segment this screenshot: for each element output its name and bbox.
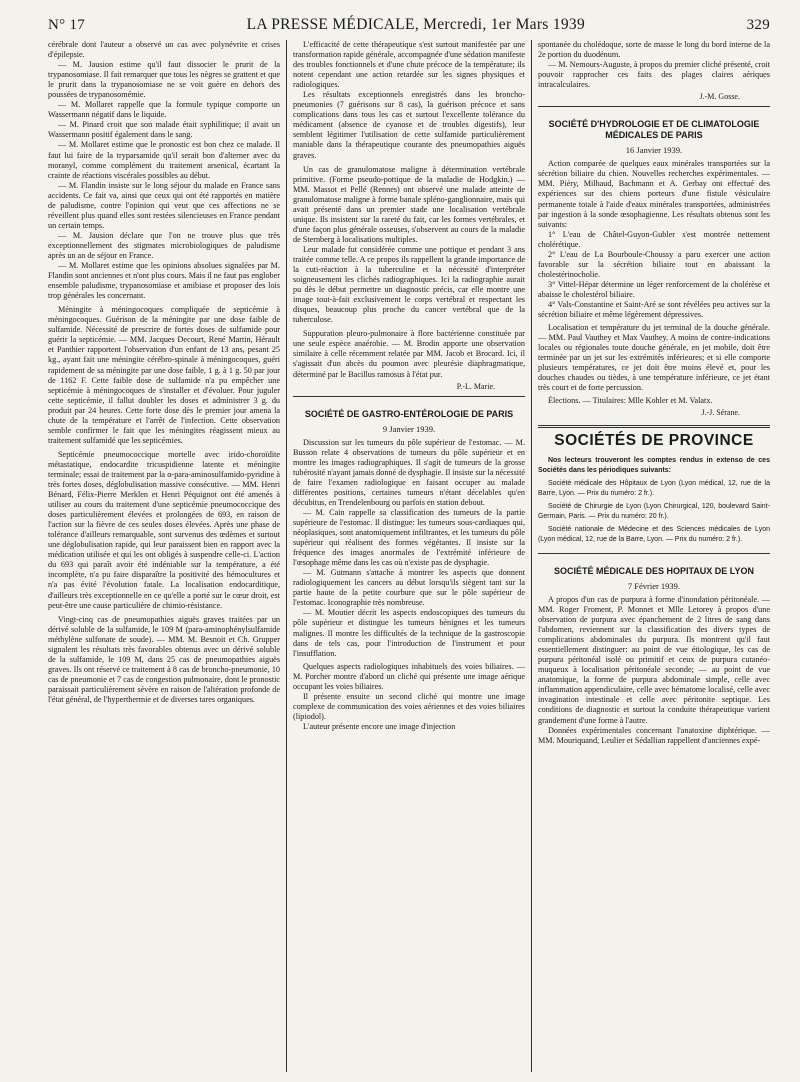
- author-signature: J.-J. Sérane.: [701, 408, 740, 418]
- column-rule: [286, 40, 287, 1072]
- paragraph: — M. Moutier décrit les aspects endoscopiques des tumeurs du pôle supérieur et distingue les tumeurs bénignes et les tumeurs malignes. Il montre les difficultés de la technique de la gastroscopie dans de tels cas, pour l'introduction de l'instrument et pour l'insufflation.: [292, 608, 525, 658]
- paragraph: Vingt-cinq cas de pneumopathies aiguës graves traitées par un dérivé soluble de la sulfamide, le 109 M (para-aminophénylsulfamide méthylène sulfonate de soude). — MM. M. Besnoit et Ch. Grupper signalent les résultats très favorables obtenus avec un dérivé soluble de la sulfamide, le 109 M, dans 25 cas de pneumopathies aiguës graves. Ils ont réservé ce traitement à 8 cas de broncho-pneumonie, 10 cas de pneumonie et 7 cas de congestion pulmonaire, dont le pronostic paraissait particulièrement sévère en raison de l'altération profonde de l'état général, de l'hyperthermie et de diverses tares organiques.: [48, 614, 281, 704]
- session-date: 16 Janvier 1939.: [625, 145, 683, 156]
- paragraph: Action comparée de quelques eaux minérales transportées sur la sécrétion biliaire du chien. Nouvelles recherches expérimentales. — MM. Piéry, Milhaud, Bachmann et A. Gerbay ont effectué des expériences sur des chiens porteurs d'une fistule vésiculaire permanente totale à l'aide d'eaux minérales transportées, administrées par ingestion à la sonde œsophagienne. Les résultats obtenus sont les suivants:: [537, 159, 770, 229]
- paragraph: L'auteur présente encore une image d'injection: [302, 721, 456, 731]
- paragraph: — M. Jausion estime qu'il faut dissocier le prurit de la trypanosomiase. Il fait remarquer que tous les nègres se grattent et que le prurit dans la trypanosomiase ne se voit guère en dehors des poussées de trypanosomémie.: [48, 60, 281, 100]
- note: Société de Chirurgie de Lyon (Lyon Chirurgical, 120, boulevard Saint-Germain, Paris. — Prix du numéro: 20 fr.).: [537, 502, 770, 520]
- paragraph: 2° L'eau de La Bourboule-Choussy a paru exercer une action favorable sur la sécrétion biliaire tout en abaissant la cholestérinocholie.: [537, 249, 770, 279]
- paragraph: L'efficacité de cette thérapeutique s'est surtout manifestée par une transformation rapide générale, accompagnée d'une sédation manifeste des troubles fonctionnels et d'une chute précoce de la température; ils notent cependant une action retardée sur les signes physiques et radiologiques.: [292, 40, 525, 90]
- note: Nos lecteurs trouveront les comptes rendus in extenso de ces Sociétés dans les périodiques suivants:: [537, 456, 770, 474]
- province-heading: SOCIÉTÉS DE PROVINCE: [554, 431, 754, 449]
- column-2: [293, 40, 525, 1072]
- society-heading: SOCIÉTÉ D'HYDROLOGIE ET DE CLIMATOLOGIE MÉDICALES DE PARIS: [548, 119, 760, 141]
- section-divider: [538, 553, 770, 554]
- note: Société médicale des Hôpitaux de Lyon (Lyon médical, 12, rue de la Barre, Lyon. — Prix du numéro: 2 fr.).: [537, 479, 770, 497]
- masthead: LA PRESSE MÉDICALE, Mercredi, 1er Mars 1939: [246, 16, 586, 33]
- section-divider: [293, 396, 525, 397]
- paragraph: — M. Mollaret estime que le pronostic est bon chez ce malade. Il faut lui faire de la tryparsamide qu'il serait bon d'alterner avec du moranyl, comme complément du traitement arsenical, écartant la crainte de réactions viscérales possibles au début.: [48, 140, 281, 180]
- paragraph: cérébrale dont l'auteur a observé un cas avec polynévrite et crises d'épilepsie.: [48, 40, 281, 60]
- paragraph: — M. Flandin insiste sur le long séjour du malade en France sans accidents. Ce fait va, ainsi que ceux qui ont été rapportés en matière de paludisme, contre l'opinion qui veut que ces affections ne se réveillent plus quand elles sont restées silencieuses en France pendant un certain temps.: [48, 180, 281, 230]
- paragraph: Il présente ensuite un second cliché qui montre une image complexe de communication des voies aériennes et des voies biliaires (lipiodol).: [292, 691, 525, 721]
- section-divider: [538, 425, 770, 428]
- paragraph: — M. Mollaret estime que les opinions absolues signalées par M. Flandin sont anciennes et n'ont plus cours. Mais il ne faut pas englober ensemble paludisme, trypanosomiase et amibiase et proposer des lois trop générales les concernant.: [48, 261, 281, 301]
- author-signature: P.-L. Marie.: [456, 381, 495, 391]
- issue-number: N° 17: [48, 17, 86, 33]
- paragraph: 1° L'eau de Châtel-Guyon-Gubler s'est montrée nettement cholérétique.: [537, 229, 770, 249]
- paragraph: Élections. — Titulaires: Mlle Kohler et M. Valatx.: [547, 396, 713, 406]
- paragraph: — M. Nemours-Auguste, à propos du premier cliché présenté, croit pouvoir rapprocher ces faits des plages claires aériques intracalculaires.: [537, 60, 770, 90]
- column-3: [538, 40, 770, 1072]
- paragraph: 3° Vittel-Hépar détermine un léger renforcement de la cholérèse et abaisse le cholestérol biliaire.: [537, 279, 770, 299]
- paragraph: Quelques aspects radiologiques inhabituels des voies biliaires. — M. Porcher montre d'abord un cliché qui présente une image aérique occupant les voies biliaires.: [292, 661, 525, 691]
- paragraph: Méningite à méningocoques compliquée de septicémie à méningocoques. Guérison de la méningite par une dose faible de sulfamide. Nécessité de prescrire de fortes doses de sulfamide pour guérir la septicémie. — MM. Jacques Decourt, René Martin, Hérault et Panthier rapportent l'observation d'un enfant de 13 ans, pesant 25 kg., ayant fait une méningite cérébro-spinale à méningocoques, guéri rapidement de sa méningite par une dose faible, 1 g. à 1 g. 50 par jour de 1162 F. Cette faible dose de sulfamide n'a pu empêcher une septicémie à méningocoques de s'installer et d'évoluer. Pour juguler cette septicémie, il fallut doubler les doses et administrer 3 g. du produit par 24 heures. Cette forte dose dès le premier jour amena la chute de la température et l'arrêt de l'infection. Cette observation semble confirmer le fait que les méningites réagissent mieux au traitement sulfamidé que les septicémies.: [48, 305, 281, 445]
- paragraph: Leur malade fut considérée comme une pottique et pendant 3 ans traitée comme telle. A ce propos ils rappellent la grande importance de la cuti-réaction à la tuberculine et la nécessité d'interpréter soigneusement les clichés radiographiques. Ici la radiographie aurait pu dès le début permettre un diagnostic précis, car elle montre une image tout-à-fait exclusivement le corps vertébral et respectant les disques, beaucoup plus proche du cancer vertébral que de la tuberculose.: [292, 244, 525, 325]
- column-rule: [531, 40, 532, 1072]
- paragraph: — M. Pinard croit que son malade était syphilitique; il avait un Wassermann positif également dans le sang.: [48, 120, 281, 140]
- paragraph: — M. Cain rappelle sa classification des tumeurs de la partie supérieure de l'estomac. Il distingue: les tumeurs sous-cardiaques qui, néoplasiques, sont anatomiquement infiltrantes, et les tumeurs du pôle supérieur qui réalisent des formes végétantes. Il insiste sur la fréquence des images anormales de l'extrémité inférieure de l'œsophage même dans les cas où n'existe pas de dysphagie.: [292, 507, 525, 568]
- paragraph: Un cas de granulomatose maligne à détermination vertébrale primitive. (Forme pseudo-pottique de la maladie de Hodgkin.) — MM. Massot et Pellé (Rennes) ont observé une malade atteinte de granulomatose maligne à forme banale spléno-ganglionnaire, mais qui avait présenté dans un premier stade une localisation vertébrale unique. Ils insistent sur la rareté du fait, car les formes vertébrales, et d'une façon plus générale osseuses, s'observent au cours de la maladie de Sternberg à localisations multiples.: [292, 164, 525, 244]
- paragraph: A propos d'un cas de purpura à forme d'inondation péritonéale. — MM. Roger Froment, P. Monnet et Mlle Letorey à propos d'une observation de purpura avec épanchement de 2 litres de sang dans l'abdomen, reviennent sur la classification des divers types de complications abdominales du purpura. Ils montrent qu'il faut essentiellement distinguer: au point de vue étiologique, les cas de purpura péritonéal isolé ou primitif et ceux de purpura cutanéo-muqueux à localisation péritonéale seconde; — au point de vue anatomique, la forme de purpura abdominale simple, celle avec inflammation appendiculaire, celle avec hématome localisé, celle avec invagination intestinale et celle avec péritonite septique. Les conditions de diagnostic et surtout la conduite thérapeutique varient grandement d'une forme à l'autre.: [537, 594, 770, 725]
- paragraph: — M. Gutmann s'attache à montrer les aspects que donnent radiologiquement les cancers au début lorsqu'ils siègent tant sur la partie haute de la petite courbure que sur le pôle supérieur de l'estomac. Iconographie très nombreuse.: [292, 568, 525, 608]
- society-heading: SOCIÉTÉ MÉDICALE DES HOPITAUX DE LYON: [553, 565, 754, 576]
- paragraph: Données expérimentales concernant l'anatoxine diphtérique. — MM. Mouriquand, Leulier et Sédallian rappellent d'anciennes expé-: [537, 725, 770, 745]
- paragraph: — M. Jausion déclare que l'on ne trouve plus que très exceptionnellement des stigmates microbiologiques de paludisme après un an de séjour en France.: [48, 230, 281, 260]
- paragraph: Les résultats exceptionnels enregistrés dans les broncho-pneumonies (7 guérisons sur 8 cas), la guérison précoce et sans complications dans tous les cas et surtout l'excellente tolérance du médicament (absence de cyanose et de troubles digestifs), leur semblent légitimer l'utilisation de cette sulfamide particulièrement maniable dans la thérapeutique courante des pneumopathies aiguës graves.: [292, 90, 525, 160]
- page-header: [48, 16, 770, 38]
- session-date: 9 Janvier 1939.: [382, 423, 436, 434]
- paragraph: Discussion sur les tumeurs du pôle supérieur de l'estomac. — M. Busson relate 4 observations de tumeurs du pôle supérieur et en montre les images radiographiques. Il s'agit de tumeurs de la grosse tubérosité n'ayant jamais donné de dysphagie. Il insiste sur la nécessité de faire l'examen radiologique en faisant occuper au malade différentes positions, certaines tumeurs n'étant décelables qu'en décubitus, en Trendelenbourg ou parfois en station debout.: [292, 437, 525, 507]
- paragraph: 4° Vals-Constantine et Saint-Aré se sont révélées peu actives sur la sécrétion biliaire et même légèrement dépressives.: [537, 299, 770, 320]
- section-divider: [538, 106, 770, 107]
- column-1: [48, 40, 280, 1072]
- note: Société nationale de Médecine et des Sciences médicales de Lyon (Lyon médical, 12, rue de la Barre, Lyon. — Prix du numéro: 2 fr.).: [537, 525, 770, 543]
- paragraph: — M. Mollaret rappelle que la formule typique comporte un Wassermann négatif dans le liquide.: [48, 100, 281, 120]
- page-number: 329: [746, 17, 770, 33]
- paragraph: Suppuration pleuro-pulmonaire à flore bactérienne constituée par une seule espèce anaérobie. — M. Brodin apporte une observation similaire à celle récemment relatée par MM. Jacob et Brocard. Ici, il s'agissait d'un abcès du poumon avec pleurésie diaphragmatique, déterminé par le Bacillus ramosus à l'état pur.: [292, 329, 525, 379]
- author-signature: J.-M. Gosse.: [699, 92, 740, 102]
- society-heading: SOCIÉTÉ DE GASTRO-ENTÉROLOGIE DE PARIS: [304, 408, 514, 419]
- session-date: 7 Février 1939.: [627, 580, 681, 591]
- paragraph: Localisation et température du jet terminal de la douche générale. — MM. Paul Vauthey et Max Vauthey. A moins de contre-indications locales ou régionales toute douche générale, en jet mobile, doit être terminée par un jet sur les extrémités inférieures; et si elle comporte plusieurs températures, ce jet doit être moins élevé et, pour les douches chaudes ou tièdes, à une température inférieure, ce jet étant très court et de forte percussion.: [537, 323, 770, 393]
- text-columns: [48, 40, 770, 1072]
- paragraph: Septicémie pneumococcique mortelle avec irido-choroïdite métastatique, endocardite tricuspidienne latente et méningite terminale; essai de traitement par la α-para-aminosulfamido-pyridine à très fortes doses, déglobulisation massive consécutive. — MM. Henri Bénard, Félix-Pierre Merklen et Henri Péquignot ont été amenés à utiliser au cours du traitement d'une septicémie pneumococcique des doses particulièrement élevées et prolongées de 693, en raison de l'action sur la fièvre de ces seules doses élevées. Après une phase de tolérance d'ailleurs remarquable, sont survenus des œdèmes et surtout une déglobulisation rapide, qui leur paraissent bien en rapport avec la médication utilisée et qui les ont obligés à suspendre celle-ci. L'action du 693 qui paraît avoir été indéniable sur la température, a été incomplète, n'a pu faire disparaître la positivité des hémocultures et n'a pas évité l'évolution fatale. La localisation endocarditique, d'ailleurs très exceptionnelle en ce qu'elle a porté sur le cœur droit, est peut-être une cause particulière de chimio-résistance.: [48, 449, 281, 610]
- paragraph: spontanée du cholédoque, sorte de masse le long du bord interne de la 2e portion du duodénum.: [537, 40, 770, 60]
